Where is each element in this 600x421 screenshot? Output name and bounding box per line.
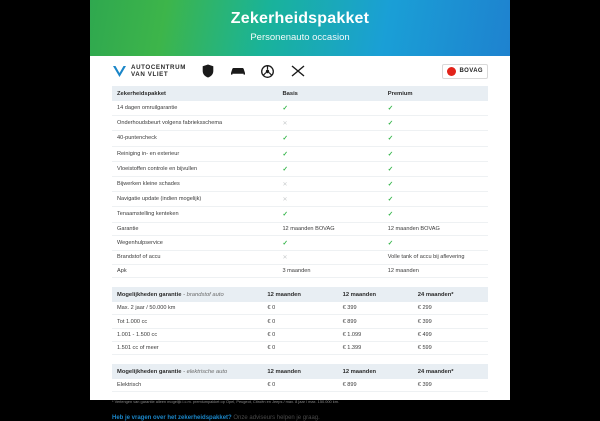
- price-col-2: € 1.099: [342, 331, 362, 338]
- table-row: [112, 265, 488, 278]
- bovag-label: BOVAG: [459, 68, 483, 74]
- footer-contact: [90, 405, 510, 421]
- cross-icon: ✕: [282, 196, 288, 203]
- row-label: 14 dagen omruilgarantie: [117, 105, 178, 112]
- price-col-1: € 0: [267, 382, 276, 389]
- table-row: [112, 161, 488, 176]
- table-header-row: [112, 364, 488, 379]
- page-header: [90, 0, 510, 56]
- price-col-3: € 399: [417, 382, 432, 389]
- price-col-2: € 899: [342, 382, 357, 389]
- col-header-feature: Zekerheidspakket: [112, 86, 277, 101]
- row-premium: [383, 235, 488, 250]
- price-col-3: € 399: [417, 318, 432, 325]
- row-basis: [277, 116, 382, 131]
- row-label: Navigatie update (indien mogelijk): [117, 196, 202, 203]
- check-icon: ✓: [387, 239, 394, 247]
- check-icon: ✓: [387, 211, 394, 219]
- row-label: Garantie: [117, 225, 139, 232]
- table-row: [112, 235, 488, 250]
- row-basis: [277, 222, 382, 235]
- cell-value: 12 maanden: [387, 268, 419, 275]
- row-premium: [383, 207, 488, 222]
- row-premium: [383, 176, 488, 191]
- garantie-title-note: - brandstof auto: [183, 291, 224, 298]
- table-row: [112, 315, 488, 328]
- table-row: [112, 250, 488, 264]
- col-header-e2: 12 maanden: [338, 364, 413, 379]
- page-title: Zekerheidspakket: [230, 10, 370, 27]
- table-row: [112, 176, 488, 191]
- row-basis: [277, 235, 382, 250]
- car-icon: [230, 63, 246, 79]
- row-label: Bijwerken kleine schades: [117, 181, 180, 188]
- dealer-logo: [112, 64, 186, 78]
- row-basis: [277, 207, 382, 222]
- cell-value: Volle tank of accu bij aflevering: [387, 254, 465, 261]
- bovag-mark-icon: [447, 67, 456, 76]
- price-col-1: € 0: [267, 331, 276, 338]
- col-header-premium: Premium: [383, 86, 488, 101]
- price-col-3: € 599: [417, 344, 432, 351]
- row-basis: [277, 161, 382, 176]
- row-label: Reiniging in- en exterieur: [117, 150, 180, 157]
- dealer-name-line1: AUTOCENTRUM: [131, 63, 186, 71]
- check-icon: ✓: [282, 165, 288, 173]
- col-header-garantie-elektrisch: [112, 364, 262, 379]
- footer-question: Heb je vragen over het zekerheidspakket?: [112, 414, 232, 421]
- row-basis: [277, 101, 382, 116]
- col-header-e1: 12 maanden: [262, 364, 337, 379]
- col-header-e3: 24 maanden*: [413, 364, 488, 379]
- col-header-g2: 12 maanden: [338, 287, 413, 302]
- row-label: Onderhoudsbeurt volgens fabrieksschema: [117, 120, 223, 127]
- footnote: * Verlengen van garantie alleen mogelijk i.c.m. premiumpakket op Opel, Peugeot, Citroën en Jeeps / max. 8 jaar / max. 150.000 km.: [112, 399, 340, 405]
- row-label: Apk: [117, 268, 127, 275]
- table-row: [112, 116, 488, 131]
- shield-icon: [200, 63, 216, 79]
- garantie-title-note: - elektrische auto: [183, 368, 228, 375]
- row-basis: [277, 131, 382, 146]
- price-col-2: € 899: [342, 318, 357, 325]
- row-premium: [383, 192, 488, 207]
- row-label: Tenaamstelling kenteken: [117, 211, 179, 218]
- table-row: [112, 302, 488, 315]
- row-label: 40-puntencheck: [117, 135, 157, 142]
- cross-icon: ✕: [282, 254, 288, 261]
- check-icon: ✓: [387, 165, 394, 173]
- col-header-basis: Basis: [277, 86, 382, 101]
- cell-value: 3 maanden: [282, 268, 311, 275]
- check-icon: ✓: [387, 150, 394, 158]
- bovag-logo: [442, 64, 488, 79]
- table-row: [112, 379, 488, 392]
- dealer-name: [131, 64, 186, 78]
- price-col-1: € 0: [267, 344, 276, 351]
- garantie-brandstof-table: [112, 287, 488, 355]
- steering-icon: [260, 63, 276, 79]
- row-label: Wegenhulpservice: [117, 239, 163, 246]
- row-premium: [383, 250, 488, 264]
- check-icon: ✓: [282, 150, 288, 158]
- row-label: 1.501 cc of meer: [117, 344, 159, 351]
- van-vliet-mark-icon: [112, 65, 127, 78]
- cell-value: 12 maanden BOVAG: [282, 225, 335, 232]
- price-col-2: € 399: [342, 305, 357, 312]
- scissors-icon: [290, 63, 306, 79]
- row-premium: [383, 116, 488, 131]
- price-col-1: € 0: [267, 318, 276, 325]
- row-premium: [383, 222, 488, 235]
- row-premium: [383, 146, 488, 161]
- table-header-row: [112, 287, 488, 302]
- check-icon: ✓: [282, 239, 288, 247]
- row-premium: [383, 101, 488, 116]
- table-row: [112, 207, 488, 222]
- cell-value: 12 maanden BOVAG: [387, 225, 440, 232]
- check-icon: ✓: [387, 105, 394, 113]
- tables-area: [90, 86, 510, 392]
- row-basis: [277, 192, 382, 207]
- price-col-1: € 0: [267, 305, 276, 312]
- check-icon: ✓: [387, 181, 394, 189]
- row-premium: [383, 161, 488, 176]
- cross-icon: ✕: [282, 120, 288, 127]
- garantie-brandstof-rows: [112, 302, 488, 354]
- page-subtitle: Personenauto occasion: [250, 32, 350, 43]
- document-page: [90, 0, 510, 421]
- col-header-g1: 12 maanden: [262, 287, 337, 302]
- row-premium: [383, 265, 488, 278]
- row-basis: [277, 146, 382, 161]
- row-label: Brandstof of accu: [117, 254, 161, 261]
- table-row: [112, 146, 488, 161]
- zekerheidspakket-rows: [112, 101, 488, 278]
- zekerheidspakket-table: [112, 86, 488, 278]
- col-header-g3: 24 maanden*: [413, 287, 488, 302]
- row-premium: [383, 131, 488, 146]
- table-row: [112, 192, 488, 207]
- table-row: [112, 222, 488, 235]
- garantie-title: Mogelijkheden garantie: [117, 368, 182, 375]
- row-basis: [277, 265, 382, 278]
- footer-answer: Onze adviseurs helpen je graag.: [233, 414, 320, 421]
- row-label: Tot 1.000 cc: [117, 318, 148, 325]
- table-row: [112, 328, 488, 341]
- row-basis: [277, 176, 382, 191]
- check-icon: ✓: [387, 196, 394, 204]
- table-row: [112, 101, 488, 116]
- table-header-row: [112, 86, 488, 101]
- row-label: Elektrisch: [117, 382, 142, 389]
- row-label: 1.001 - 1.500 cc: [117, 331, 158, 338]
- table-row: [112, 341, 488, 354]
- cross-icon: ✕: [282, 181, 288, 188]
- check-icon: ✓: [282, 211, 288, 219]
- check-icon: ✓: [387, 135, 394, 143]
- garantie-title: Mogelijkheden garantie: [117, 291, 182, 298]
- check-icon: ✓: [282, 105, 288, 113]
- table-row: [112, 131, 488, 146]
- price-col-3: € 499: [417, 331, 432, 338]
- check-icon: ✓: [282, 135, 288, 143]
- row-label: Vloeistoffen controle en bijvullen: [117, 165, 198, 172]
- garantie-elektrisch-rows: [112, 379, 488, 392]
- price-col-3: € 299: [417, 305, 432, 312]
- brand-strip: [90, 56, 510, 86]
- check-icon: ✓: [387, 120, 394, 128]
- row-basis: [277, 250, 382, 264]
- dealer-name-line2: VAN VLIET: [131, 71, 169, 78]
- price-col-2: € 1.399: [342, 344, 362, 351]
- garantie-elektrisch-table: [112, 364, 488, 392]
- row-label: Max. 2 jaar / 50.000 km: [117, 305, 176, 312]
- col-header-garantie-brandstof: [112, 287, 262, 302]
